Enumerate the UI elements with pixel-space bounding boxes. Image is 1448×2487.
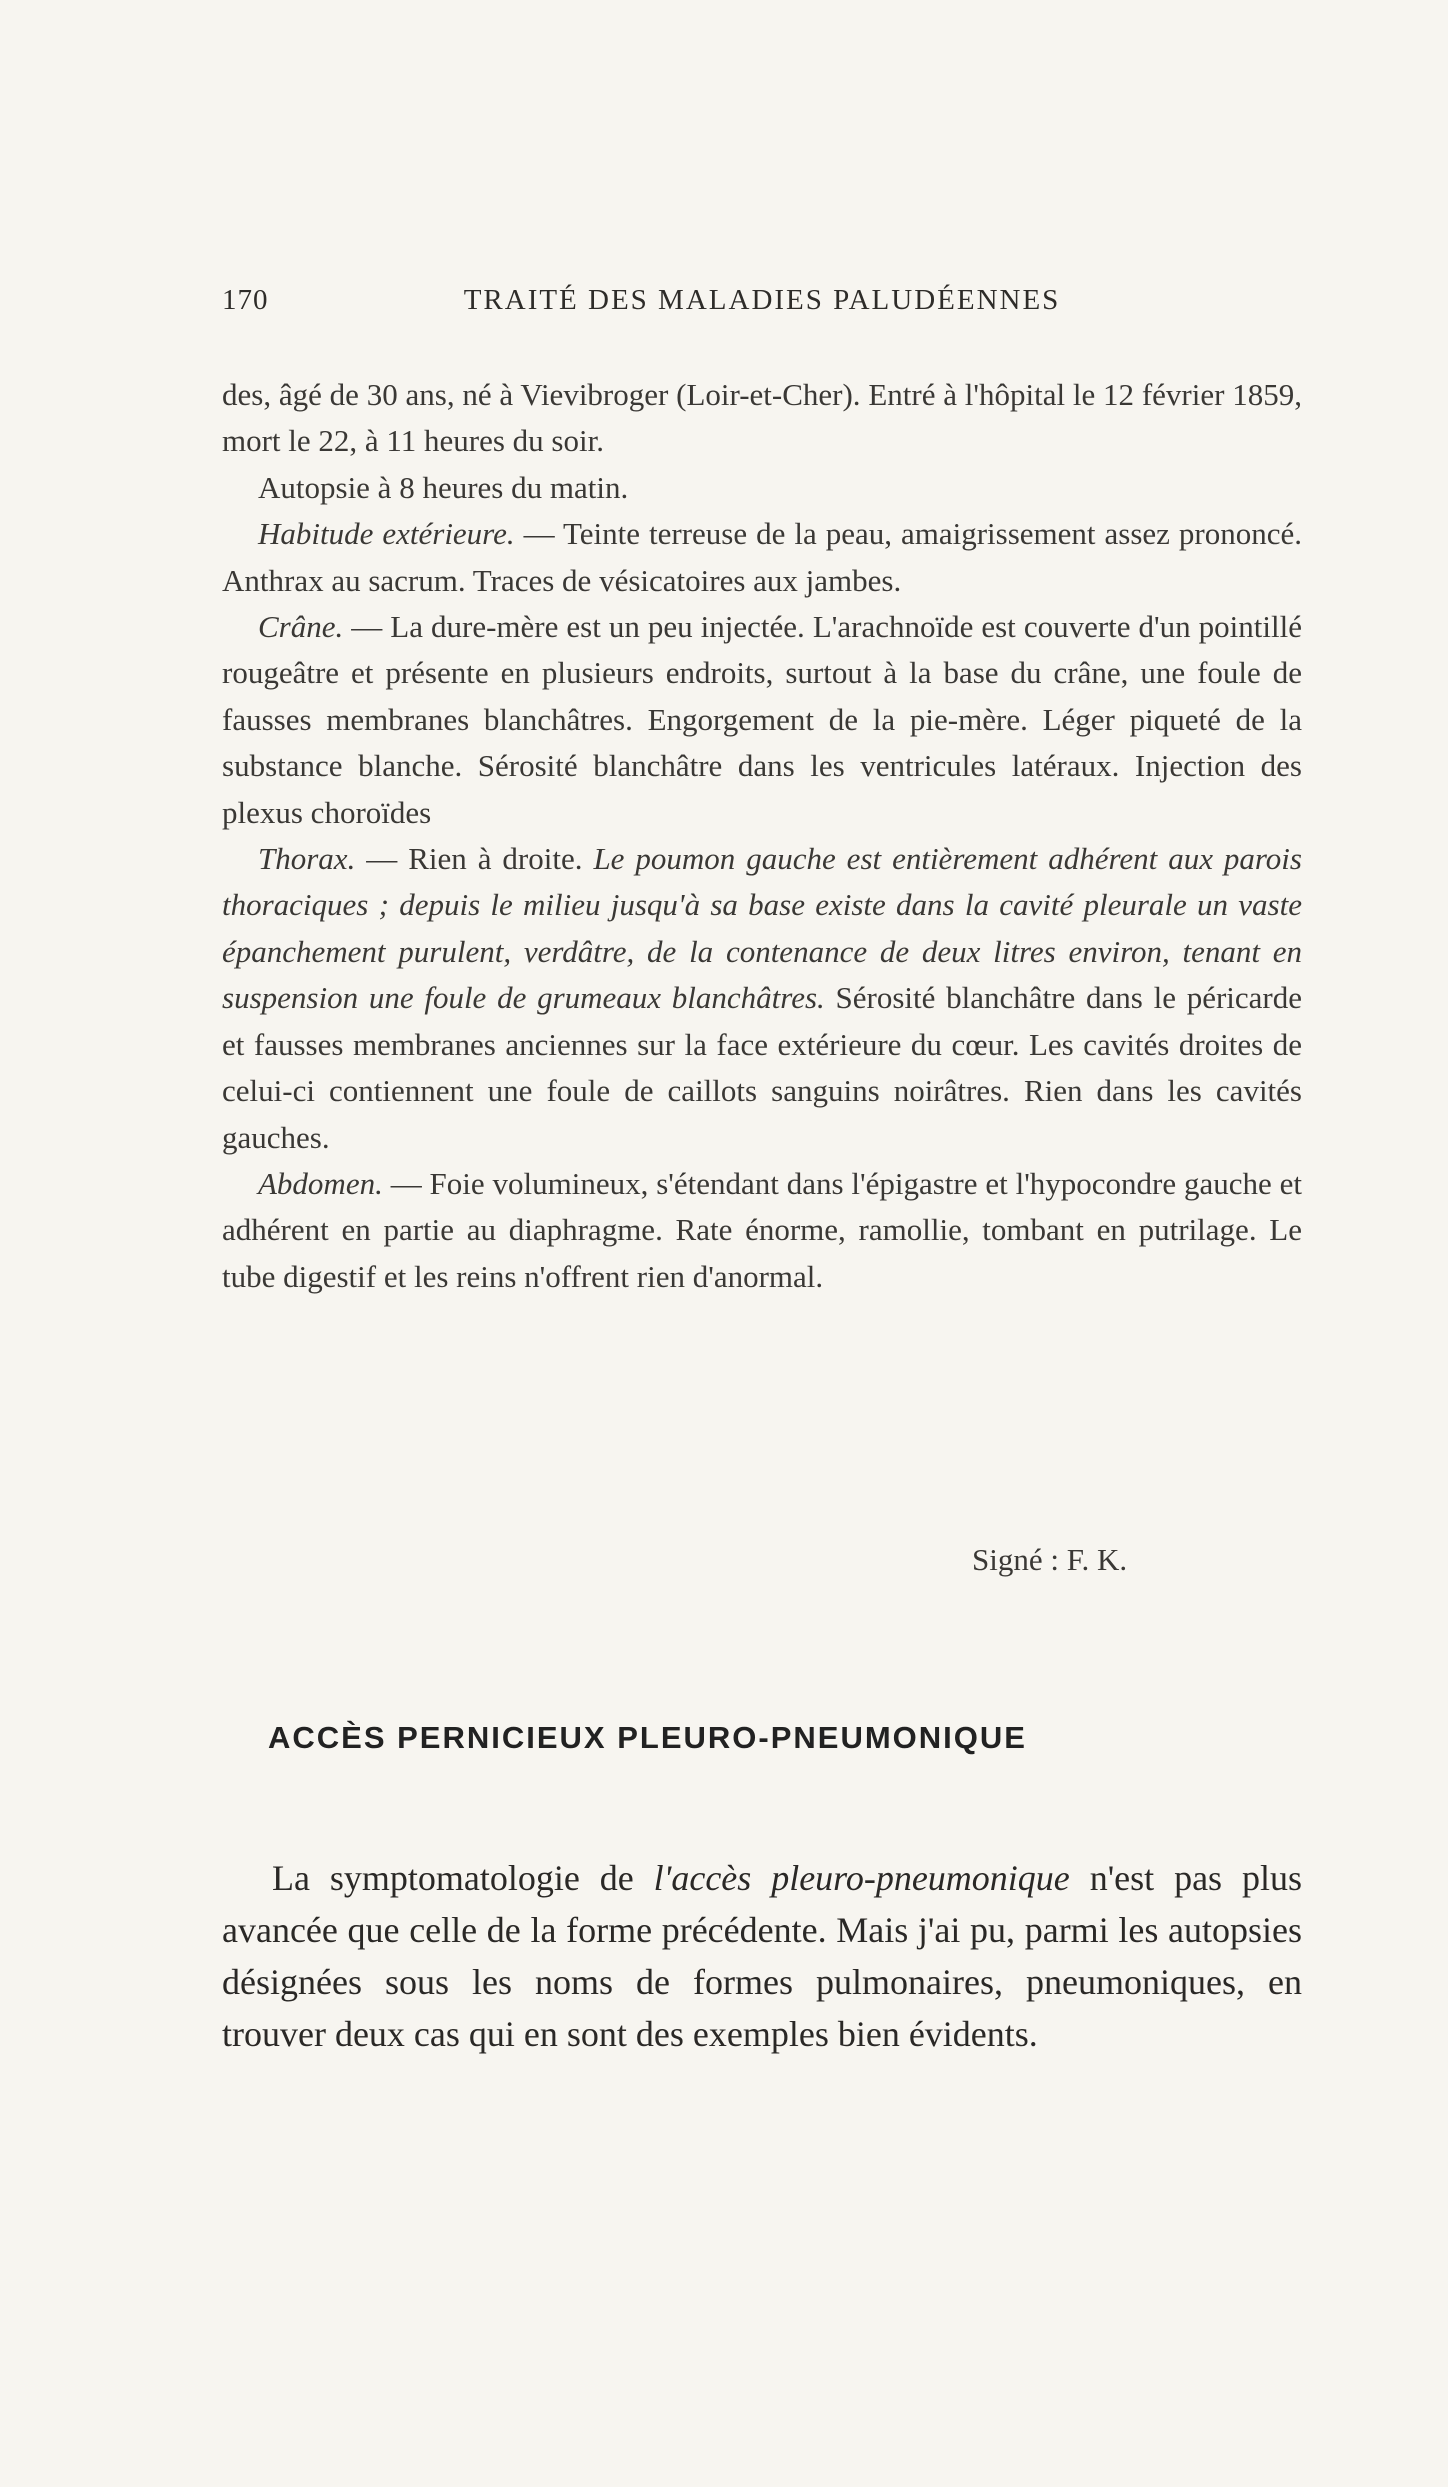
signature: Signé : F. K. [972,1542,1128,1577]
report-abdomen [222,1161,1302,1300]
page-header [222,284,1302,324]
section-text-1: La symptomatologie de [272,1858,654,1898]
running-title: TRAITÉ DES MALADIES PALUDÉENNES [463,284,1061,316]
section-heading: ACCÈS PERNICIEUX PLEURO-PNEUMONIQUE [268,1720,1027,1755]
section-paragraph [222,1852,1302,2060]
autopsy-report [222,372,1302,1300]
report-intro: des, âgé de 30 ans, né à Vievibroger (Loir-et-Cher). Entré à l'hôpital le 12 février 1859, mort le 22, à 11 heures du soir. [222,377,1302,459]
habitude-label: Habitude extérieure. [258,516,515,552]
report-habitude [222,511,1302,604]
abdomen-text: — Foie volumineux, s'étendant dans l'épigastre et l'hypocondre gauche et adhérent en partie au diaphragme. Rate énorme, ramollie, tombant en putrilage. Le tube digestif et les reins n'offrent rien d'anormal. [222,1165,1302,1294]
page-number: 170 [222,284,269,316]
thorax-italic: Le poumon gauche est entièrement adhérent aux parois thoraciques ; depuis le milieu jusqu'à sa base existe dans la cavité pleurale un vaste épanchement purulent, verdâtre, de la contenance de deux litres environ, tenant en suspension une foule de grumeaux blanchâtres. [222,841,1302,1016]
section-body [222,1852,1302,2060]
section-italic: l'accès pleuro-pneumonique [653,1858,1070,1898]
thorax-text-1: — Rien à droite. [355,841,594,877]
thorax-text-2: Sérosité blanchâtre dans le péricarde et fausses membranes anciennes sur la face extérieure du cœur. Les cavités droites de celui-ci contiennent une foule de caillots sanguins noirâtres. Rien dans les cavités gauches. [222,980,1302,1155]
report-thorax [222,836,1302,1161]
section-text-2: n'est pas plus avancée que celle de la forme précédente. Mais j'ai pu, parmi les autopsies désignées sous les noms de formes pulmonaires, pneumoniques, en trouver deux cas qui en sont des exemples bien évidents. [222,1858,1302,2054]
crane-label: Crâne. [258,609,344,645]
report-autopsy-time: Autopsie à 8 heures du matin. [258,469,629,505]
crane-text: — La dure-mère est un peu injectée. L'arachnoïde est couverte d'un pointillé rougeâtre et présente en plusieurs endroits, surtout à la base du crâne, une foule de fausses membranes blanchâtres. Engorgement de la pie-mère. Léger piqueté de la substance blanche. Sérosité blanchâtre dans les ventricules latéraux. Injection des plexus choroïdes [222,609,1302,830]
abdomen-label: Abdomen. [258,1165,383,1201]
thorax-label: Thorax. [258,841,356,877]
report-crane [222,604,1302,836]
habitude-text: — Teinte terreuse de la peau, amaigrissement assez prononcé. Anthrax au sacrum. Traces de vésicatoires aux jambes. [222,516,1302,598]
